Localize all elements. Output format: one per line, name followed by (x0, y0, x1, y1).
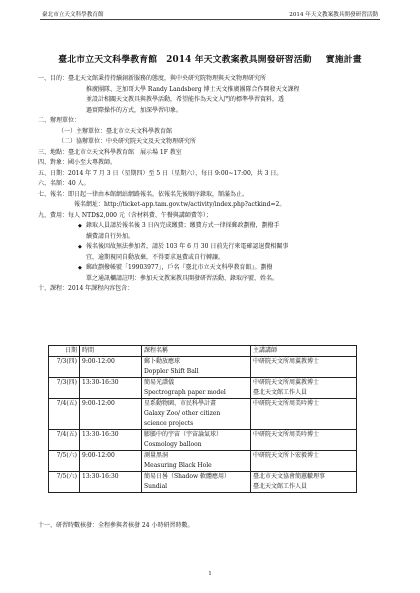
training-hours-line: 十一、研習時數核發：全程參與者核發 24 小時研習時數。 (38, 522, 194, 529)
cell-host (251, 451, 357, 472)
course-line: science projects (144, 420, 194, 427)
registration-url[interactable]: 報名網址：http://ticket-app.tam.gov.tw/activity/index.php?actkind=2。 (74, 201, 286, 208)
document-body (38, 74, 382, 295)
host-line: 中研院天文所周翼教博士 (253, 379, 320, 386)
cell-host (251, 399, 357, 430)
table-header-row (49, 346, 357, 357)
header-event: 2014 年天文教案教具開發研習活動 (289, 12, 378, 18)
document-title (0, 52, 420, 65)
header-rule (40, 19, 380, 20)
fee-note: 宜，逾期視同自動放棄，不得要求退費或自行轉讓。 (86, 253, 225, 261)
cell-date: 7/3(四) (49, 378, 80, 399)
cell-time: 13:30-16:30 (80, 472, 142, 493)
location-line: 三、地點：臺北市立天文科學教育館 展示場 1F 教室 (38, 148, 182, 156)
table-row (49, 378, 357, 399)
purpose-line: 推廣團隊、芝加哥大學 Randy Landsberg 博士天文推廣團隊合作開發天文課程 (86, 85, 300, 93)
cell-time: 13:30-16:30 (80, 430, 142, 451)
cell-date: 7/5(六) (49, 451, 80, 472)
cell-course (142, 451, 251, 472)
purpose-line: 一、目的：臺北天文館秉持持續創新服務的態度，與中央研究院物理與天文物理研究所 (38, 75, 267, 82)
purpose-line: 過實際操作的方式，加深學習印象。 (86, 106, 183, 114)
host-line: 中研院天文所卜宏毅博士 (253, 452, 320, 459)
date-line: 五、日期：2014 年 7 月 3 日（星期四）至 5 日（星期六），每日 9:00~17:00，共 3 日。 (38, 169, 283, 177)
registration-line: 七、報名：即日起一律由本館網站網路報名，依報名先後順序錄取，額滿為止。 (38, 190, 249, 198)
table-row (49, 430, 357, 451)
fee-note: ◆ 報名後因故無法參加者，請於 103 年 6 月 30 日前先行來電確認退費相關事 (38, 242, 382, 253)
host-line: 中研院天文所周美吟博士 (253, 400, 320, 407)
host-line: 臺北市天文協會簡蕙轍理事 (253, 473, 326, 480)
schedule-table (48, 345, 357, 493)
bullet-icon: ◆ (78, 265, 82, 271)
cell-time: 9:00-12:00 (80, 399, 142, 430)
cell-course (142, 472, 251, 493)
schedule-body (49, 357, 357, 493)
cell-date: 7/4(五) (49, 430, 80, 451)
title-main: 臺北市立天文科學教育館 2014 年天文教案教具開發研習活動 (58, 55, 312, 65)
course-line: Doppler Shift Ball (144, 368, 199, 375)
cell-host (251, 357, 357, 378)
table-row (49, 399, 357, 430)
cell-time: 9:00-12:00 (80, 357, 142, 378)
bullet-icon: ◆ (78, 244, 82, 250)
course-line: 星系動物園、市民科學計畫 (144, 400, 217, 407)
host-unit: （一）主辦單位：臺北市立天文科學教育館 (58, 127, 173, 135)
cell-time: 13:30-16:30 (80, 378, 142, 399)
course-line: 簡易光譜儀 (144, 379, 175, 386)
col-time: 時間 (80, 346, 142, 357)
course-heading: 十、課程：2014 年課程內容包含： (38, 285, 134, 292)
cell-course (142, 430, 251, 451)
fee-note: ◆ 郵政劃撥帳號「19903977」，戶名『臺北市立天文科學教育館』。劃撥 (38, 263, 382, 274)
col-course: 課程名稱 (142, 346, 251, 357)
host-line: 臺北天文館工作人員 (253, 483, 308, 490)
course-line: Measuring Black Hole (144, 462, 212, 469)
col-date: 日期 (49, 346, 80, 357)
course-line: 簡易日晷（Shadow 軟體應用） (144, 473, 231, 480)
cell-course (142, 378, 251, 399)
purpose-line: 並設計相關天文教具與教學活動，希望能作為天文入門的標準學習資料，透 (86, 96, 285, 103)
cell-course (142, 399, 251, 430)
cell-date: 7/3(四) (49, 357, 80, 378)
quota-line: 六、名額：40 人。 (38, 180, 90, 187)
col-host: 主講講師 (251, 346, 357, 357)
cell-host (251, 472, 357, 493)
course-line: 郵卜動放應球 (144, 358, 181, 365)
course-line: Spectrograph paper model (144, 389, 226, 396)
course-line: Galaxy Zoo/ other citizen (144, 410, 221, 417)
course-line: 膨脹中的宇宙（宇宙論氣球） (144, 431, 223, 438)
cell-date: 7/5(六) (49, 472, 80, 493)
course-line: 測量黑洞 (144, 452, 169, 459)
bullet-icon: ◆ (78, 223, 82, 229)
fee-note: ◆ 錄取人員請於報名後 3 日內完成繳費；繳費方式一律採郵政劃撥，劃撥手 (38, 221, 382, 232)
host-line: 中研院天文所周美吟博士 (253, 431, 320, 438)
host-line: 臺北天文館工作人員 (253, 389, 308, 396)
course-line: Sundial (144, 483, 168, 490)
page-number: 1 (208, 571, 212, 577)
cell-course (142, 357, 251, 378)
organizer-heading: 二、辦理單位： (38, 117, 81, 124)
cell-host (251, 430, 357, 451)
host-line: 中研院天文所周翼教博士 (253, 358, 320, 365)
course-line: Cosmology balloon (144, 441, 202, 448)
table-row (49, 472, 357, 493)
header-org: 臺北市立天文科學教育館 (42, 12, 104, 18)
co-host-unit: （二）協辦單位：中央研究院天文及天文物理研究所 (58, 138, 197, 145)
fee-line: 九、費用：每人 NTD$2,000 元（含材料費、午餐與講師費等）； (38, 211, 212, 219)
fee-note: 單之通訊欄請註明：參加天文教案教具開發研習活動、錄取序號、姓名。 (86, 274, 279, 282)
cell-time: 9:00-12:00 (80, 451, 142, 472)
table-row (49, 357, 357, 378)
fee-note: 續費請自行外加。 (86, 232, 135, 240)
cell-host (251, 378, 357, 399)
table-row (49, 451, 357, 472)
audience-line: 四、對象：國小至大專教師。 (38, 159, 117, 166)
cell-date: 7/4(五) (49, 399, 80, 430)
title-sub: 實施計畫 (325, 55, 362, 65)
